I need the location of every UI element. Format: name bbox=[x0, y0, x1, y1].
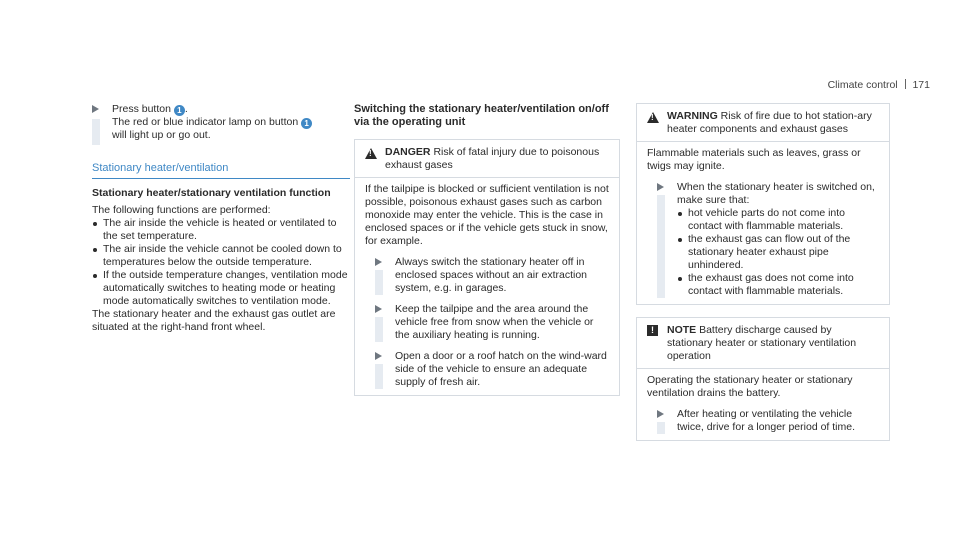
page-number: 171 bbox=[912, 79, 930, 91]
danger-step: Keep the tailpipe and the area around the vehicle free from snow when the vehicle or the auxiliary heating is running. bbox=[375, 303, 609, 342]
step-arrow-icon bbox=[375, 305, 382, 313]
warning-step: When the stationary heater is switched on, make sure that: hot vehicle parts do not come into contact with flammable materials. the exhaust gas can flow out of the stationary heater exhaust pipe unhindered. the exhaust gas does not come into contact with flammable materials. bbox=[657, 181, 879, 298]
danger-text: Risk of fatal injury due to poisonous exhaust gases bbox=[385, 146, 600, 171]
danger-icon bbox=[365, 148, 377, 159]
list-item: If the outside temperature changes, ventilation mode automatically switches to heating mode or heating mode automatically switches to ventilation mode. bbox=[92, 269, 350, 308]
column-2 bbox=[354, 103, 620, 396]
step-arrow-icon bbox=[657, 183, 664, 191]
danger-body: If the tailpipe is blocked or sufficient ventilation is not possible, poisonous exhaust gases such as carbon monoxide may enter the vehicle. This is the case in enclosed spaces or if the vehicle gets stuck in snow, for example. bbox=[365, 183, 609, 247]
section-name: Climate control bbox=[827, 79, 898, 91]
warning-text: Risk of fire due to hot station-ary heater components and exhaust gases bbox=[667, 110, 872, 135]
outro-text: The stationary heater and the exhaust gas outlet are situated at the right-hand front wheel. bbox=[92, 308, 336, 333]
step-bar bbox=[92, 119, 100, 145]
note-text: Battery discharge caused by stationary heater or stationary ventilation operation bbox=[667, 324, 857, 362]
intro-text: The following functions are performed: bbox=[92, 204, 271, 216]
note-label: NOTE bbox=[667, 324, 697, 336]
list-item: hot vehicle parts do not come into contact with flammable materials. bbox=[677, 207, 879, 233]
warning-body: Flammable materials such as leaves, grass or twigs may ignite. bbox=[647, 147, 861, 172]
section-title: Stationary heater/ventilation bbox=[92, 162, 350, 179]
column-3 bbox=[636, 103, 890, 441]
subheading: Stationary heater/stationary ventilation function bbox=[92, 187, 331, 199]
danger-label: DANGER bbox=[385, 146, 431, 158]
warning-icon bbox=[647, 112, 659, 123]
list-item: The air inside the vehicle is heated or ventilated to the set temperature. bbox=[92, 217, 350, 243]
danger-box bbox=[354, 139, 620, 396]
column-1 bbox=[92, 103, 350, 334]
note-box bbox=[636, 317, 890, 441]
step-arrow-icon bbox=[375, 258, 382, 266]
page-header bbox=[780, 79, 930, 92]
note-header bbox=[637, 318, 889, 369]
warning-box bbox=[636, 103, 890, 305]
note-body: Operating the stationary heater or stationary ventilation drains the battery. bbox=[647, 374, 853, 399]
callout-1-icon: 1 bbox=[301, 118, 312, 129]
step-arrow-icon bbox=[657, 410, 664, 418]
step-arrow-icon bbox=[375, 352, 382, 360]
list-item: the exhaust gas does not come into contact with flammable materials. bbox=[677, 272, 879, 298]
danger-step: Always switch the stationary heater off in enclosed spaces without an air extraction system, e.g. in garages. bbox=[375, 256, 609, 295]
warning-header bbox=[637, 104, 889, 142]
danger-step: Open a door or a roof hatch on the wind-ward side of the vehicle to ensure an adequate supply of fresh air. bbox=[375, 350, 609, 389]
callout-1-icon: 1 bbox=[174, 105, 185, 116]
note-icon: ! bbox=[647, 325, 658, 336]
list-item: the exhaust gas can flow out of the stationary heater exhaust pipe unhindered. bbox=[677, 233, 879, 272]
note-step: After heating or ventilating the vehicle twice, drive for a longer period of time. bbox=[657, 408, 879, 434]
section-heading: Switching the stationary heater/ventilation on/off via the operating unit bbox=[354, 103, 609, 128]
list-item: The air inside the vehicle cannot be cooled down to temperatures below the outside temperature. bbox=[92, 243, 350, 269]
warning-label: WARNING bbox=[667, 110, 718, 122]
step-arrow-icon bbox=[92, 105, 99, 113]
step-press-button: Press button 1 . The red or blue indicator lamp on button 1 will light up or go out. bbox=[92, 103, 350, 145]
danger-header bbox=[355, 140, 619, 178]
